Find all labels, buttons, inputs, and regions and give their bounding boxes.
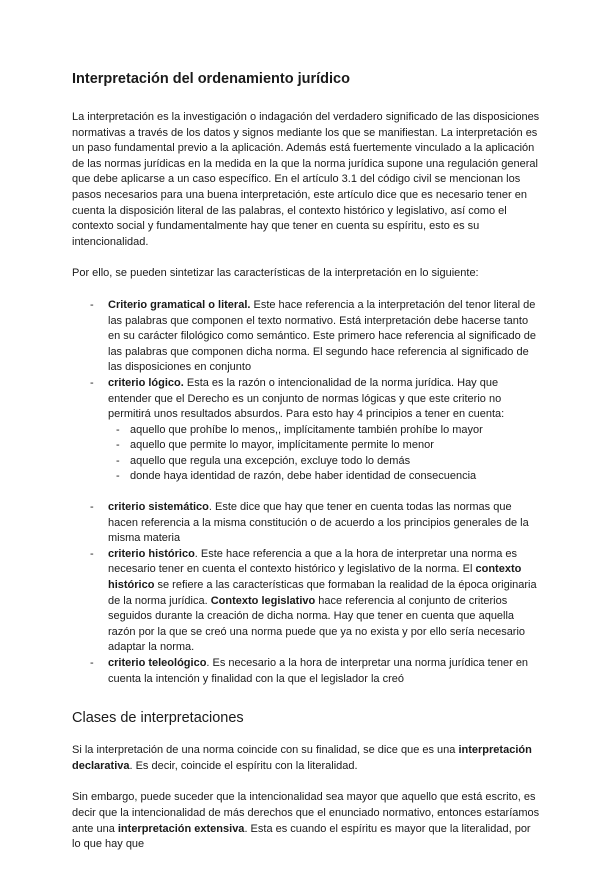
list-item-gramatical bbox=[72, 298, 542, 376]
lead-paragraph: Por ello, se pueden sintetizar las características de la interpretación en lo siguiente: bbox=[72, 267, 479, 280]
document-page bbox=[72, 70, 542, 869]
text-historico-b: se refiere a las características que formaban la realidad de la época originaria de la norma jurídica. bbox=[108, 579, 537, 607]
paragraph-declarativa bbox=[72, 743, 542, 774]
text-logico: Esta es la razón o intencionalidad de la norma jurídica. Hay que entender que el Derecho es un conjunto de normas lógicas y que este criterio no permitirá unos resultados absurdos. Para esto hay 4 principios a tener en cuenta: bbox=[108, 376, 505, 421]
text-teleologico: . Es necesario a la hora de interpretar una norma jurídica tener en cuenta la intención y finalidad con la que el legislador la creó bbox=[108, 657, 529, 685]
list-item-teleologico bbox=[72, 656, 542, 687]
term-logico: criterio lógico. bbox=[108, 376, 184, 389]
text-historico-c: hace referencia al conjunto de criterios seguidos durante la creación de dicha norma. Hay que tener en cuenta que aquella razón por la que se creó una norma puede que ya no exista y por ello sería necesario adaptar la norma. bbox=[108, 594, 526, 654]
text-historico-a: . Este hace referencia a que a la hora de interpretar una norma es necesario tener en cuenta el contexto histórico y legislativo de la norma. El bbox=[108, 547, 518, 576]
text-declarativa-b: . Es decir, coincide el espíritu con la literalidad. bbox=[129, 759, 358, 772]
principle-item: - donde haya identidad de razón, debe haber identidad de consecuencia bbox=[108, 469, 542, 485]
list-item-historico bbox=[72, 547, 542, 656]
text-gramatical: Este hace referencia a la interpretación del tenor literal de las palabras que componen el texto normativo. Está interpretación debe hacerse tanto en su carácter filológico como semántico. Este primero hace referencia al significado de las palabras que componen dicha norma. El segundo hace referencia al significado de las disposiciones en conjunto bbox=[108, 298, 536, 374]
criteria-list bbox=[72, 298, 542, 485]
term-historico: criterio histórico bbox=[108, 547, 195, 560]
principles-list bbox=[108, 423, 542, 485]
section-title-interpretacion: Interpretación del ordenamiento jurídico bbox=[72, 71, 350, 87]
term-extensiva: interpretación extensiva bbox=[117, 822, 245, 835]
section-title-clases: Clases de interpretaciones bbox=[72, 710, 244, 727]
text-declarativa-a: Si la interpretación de una norma coincide con su finalidad, se dice que es una bbox=[72, 744, 459, 757]
list-item-sistematico bbox=[72, 500, 542, 547]
list-item-logico bbox=[72, 376, 542, 485]
paragraph-extensiva bbox=[72, 790, 542, 852]
term-declarativa: interpretación declarativa bbox=[72, 744, 532, 772]
term-gramatical: Criterio gramatical o literal. bbox=[108, 298, 251, 311]
text-sistematico: . Este dice que hay que tener en cuenta todas las normas que hacen referencia a la misma constitución o de acuerdo a los principios generales de la misma materia bbox=[108, 501, 529, 545]
term-sistematico: criterio sistemático bbox=[108, 501, 209, 514]
intro-paragraph: La interpretación es la investigación o indagación del verdadero significado de las disposiciones normativas a través de los datos y signos mediante los que se manifiestan. La interpretación es un paso fundamental previo a la aplicación. Además está fuertemente vinculado a la aplicación de las normas jurídicas en la medida en la que la norma jurídica supone una regulación general que debe aplicarse a un caso específico. En el artículo 3.1 del código civil se mencionan los pasos necesarios para una buena interpretación, este artículo dice que es necesario tener en cuenta la disposición literal de las palabras, el contexto histórico y legislativo, así como el contexto social y fundamentalmente hay que tener en cuenta su espíritu, esto es su intencionalidad. bbox=[72, 111, 540, 248]
principle-item: - aquello que permite lo mayor, implícitamente permite lo menor bbox=[108, 438, 542, 454]
text-extensiva-a: Sin embargo, puede suceder que la intencionalidad sea mayor que aquello que está escrito, es decir que la intencionalidad de más derechos que el enunciado normativo, entonces estaríamos ante una bbox=[72, 791, 540, 835]
term-teleologico: criterio teleológico bbox=[108, 657, 207, 669]
term-contexto-historico: contexto histórico bbox=[108, 563, 522, 592]
term-contexto-legislativo: Contexto legislativo bbox=[210, 594, 316, 607]
principle-item: - aquello que prohíbe lo menos,, implícitamente también prohíbe lo mayor bbox=[108, 423, 542, 439]
text-extensiva-b: . Esta es cuando el espíritu es mayor que la literalidad, por lo que hay que bbox=[72, 822, 531, 851]
criteria-list-continued bbox=[72, 500, 542, 687]
principle-item: - aquello que regula una excepción, excluye todo lo demás bbox=[108, 454, 542, 470]
